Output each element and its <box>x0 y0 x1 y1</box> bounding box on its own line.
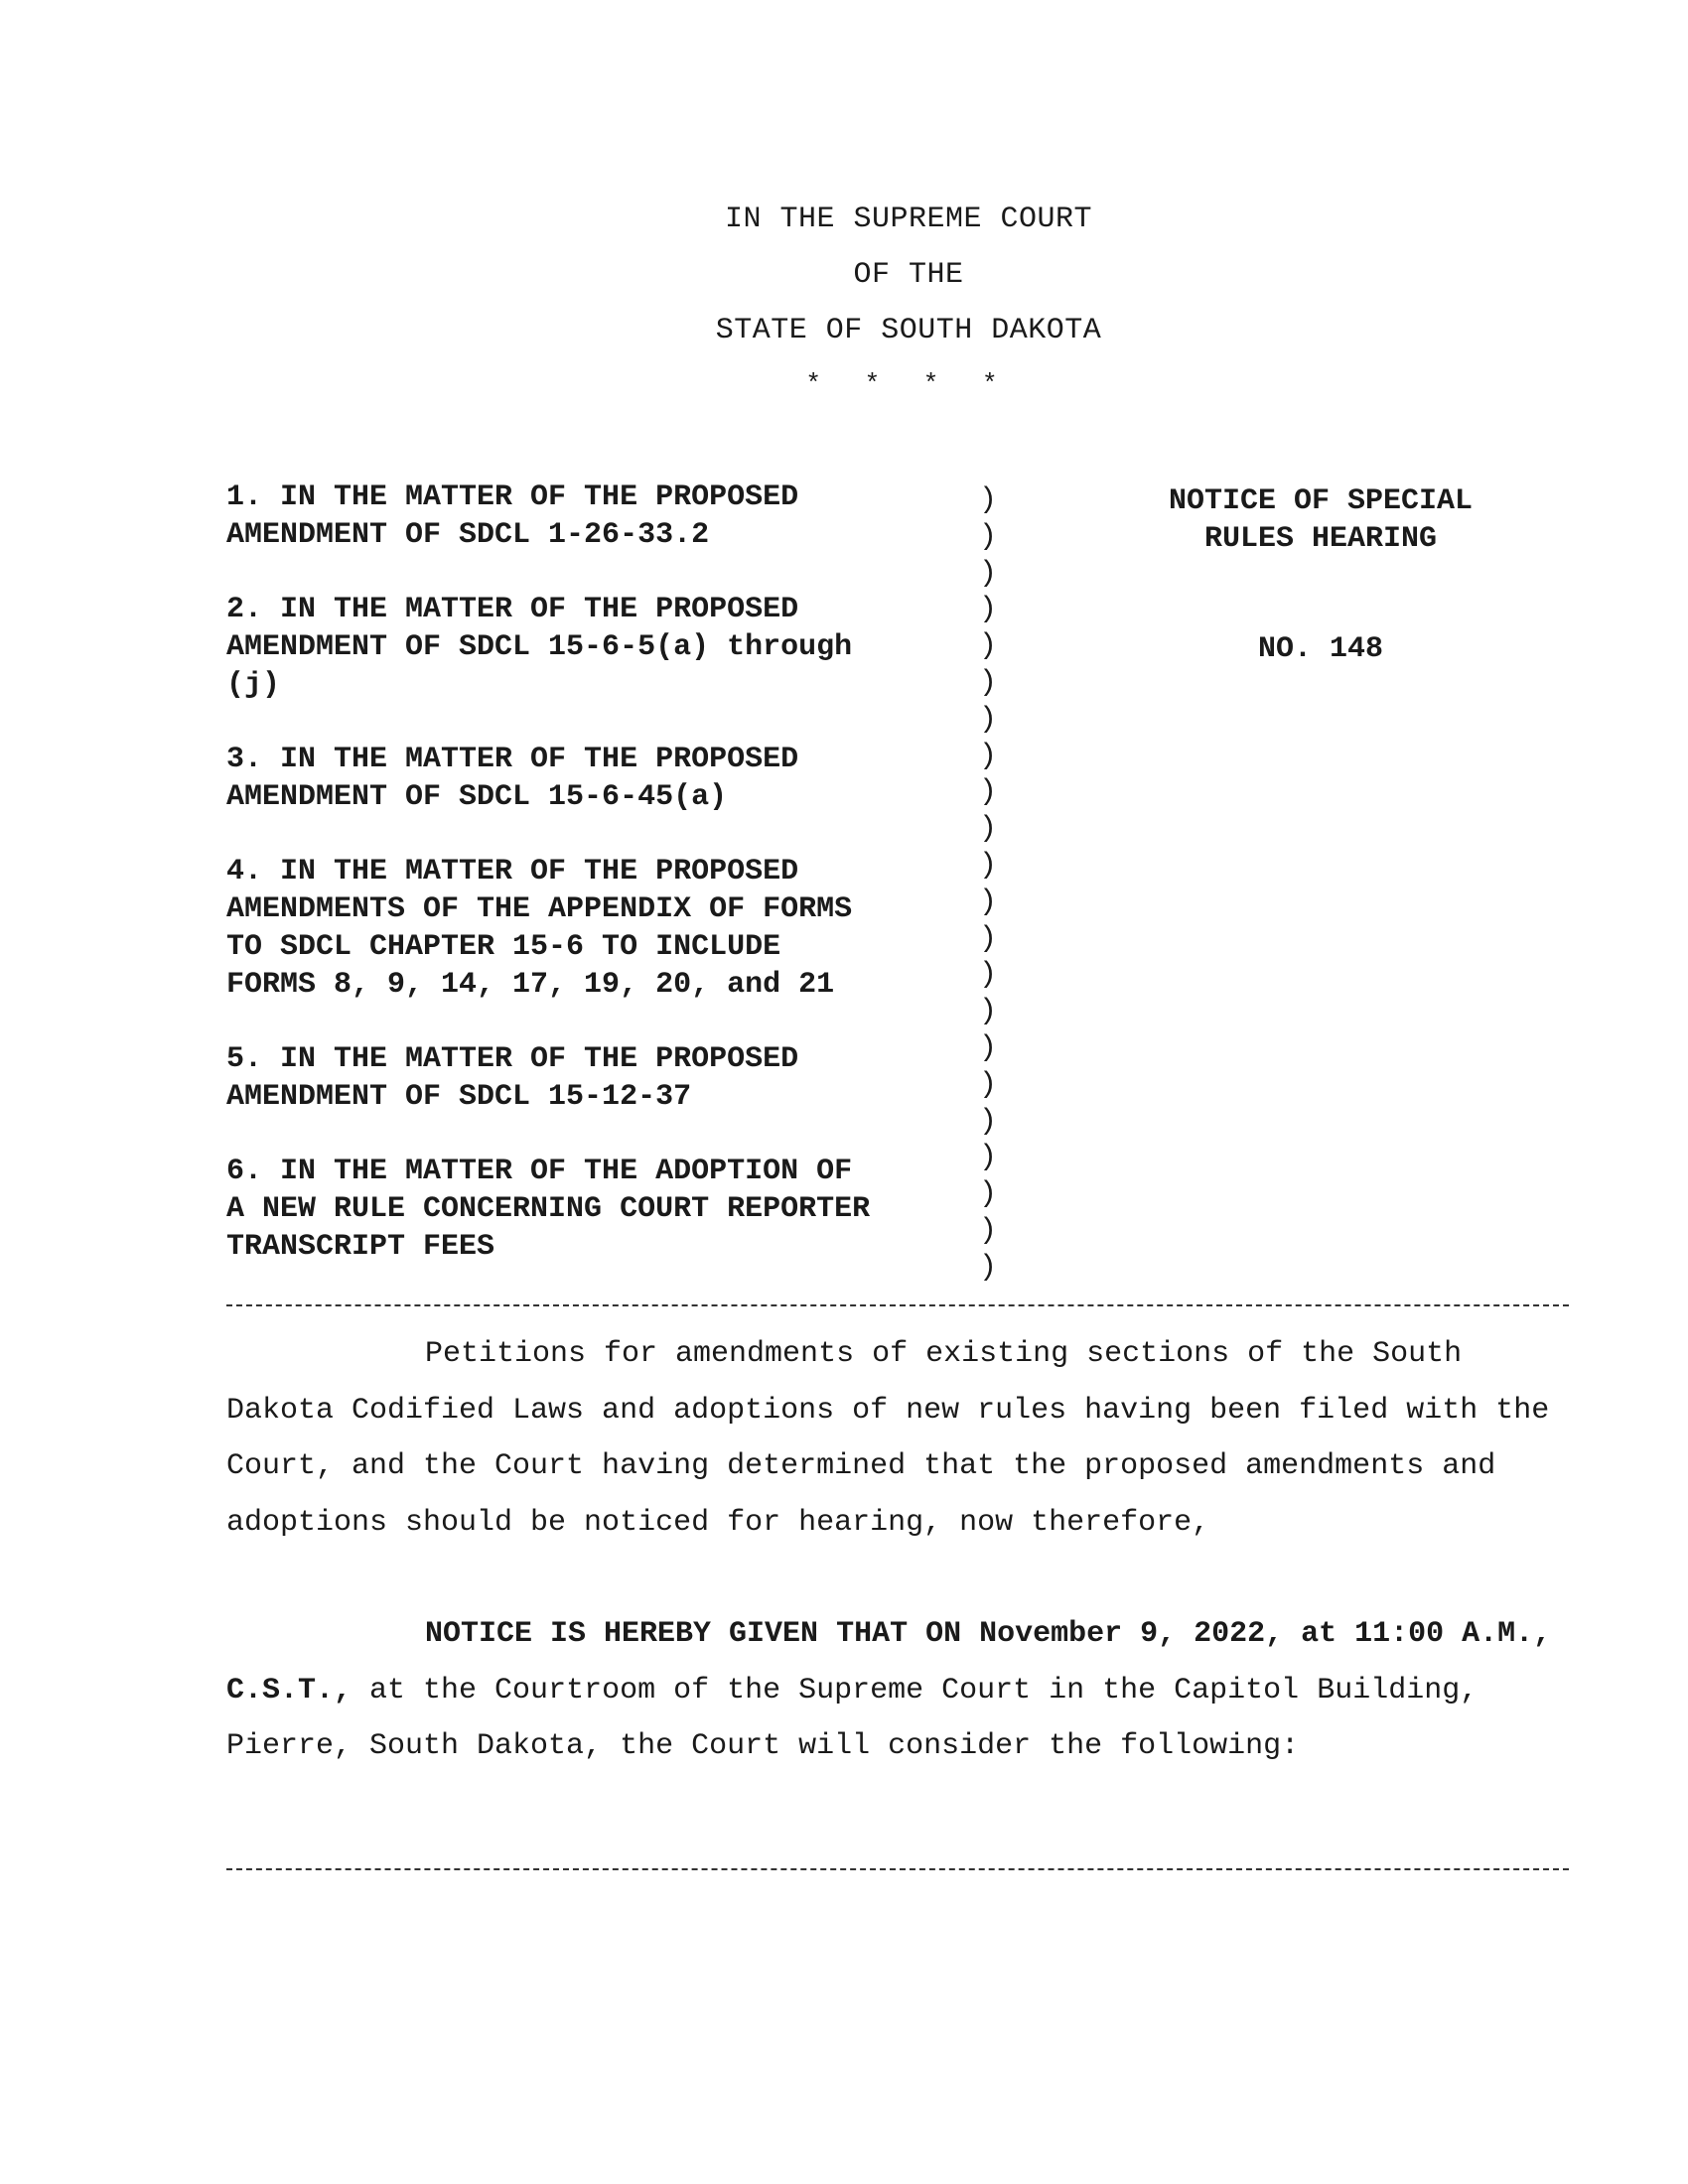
petition-text: Petitions for amendments of existing sections of the South Dakota Codified Laws and adoptions of new rules having been filed with the Court, and the Court having determined that the proposed amendments and adoptions should be noticed for hearing, now therefore, <box>226 1337 1550 1540</box>
body-divider <box>226 1868 1569 1870</box>
matter-3: 3. IN THE MATTER OF THE PROPOSED AMENDMENT OF SDCL 15-6-45(a) <box>226 743 799 814</box>
matter-6: 6. IN THE MATTER OF THE ADOPTION OF A NEW RULE CONCERNING COURT REPORTER TRANSCRIPT FEES <box>226 1155 871 1264</box>
caption-matters <box>226 478 961 1302</box>
case-number: NO. 148 <box>1257 632 1384 666</box>
notice-title-line-1: NOTICE OF SPECIAL <box>1168 484 1474 518</box>
notice-rest-text: at the Courtroom of the Supreme Court in the Capitol Building, Pierre, South Dakota, the Court will consider the following: <box>226 1673 1478 1763</box>
caption-parentheses: ) ) ) ) ) ) ) ) ) ) ) ) ) ) ) ) ) ) ) ) ) ) <box>979 483 998 1285</box>
section-stars: * * * * <box>805 369 1012 399</box>
petition-paragraph <box>226 1326 1569 1551</box>
caption-divider <box>226 1304 1569 1306</box>
matter-4: 4. IN THE MATTER OF THE PROPOSED AMENDMENTS OF THE APPENDIX OF FORMS TO SDCL CHAPTER 15-6 TO INCLUDE FORMS 8, 9, 14, 17, 19, 20, and 21 <box>226 855 853 1002</box>
notice-caption <box>1112 482 1529 668</box>
notice-bold-text: NOTICE IS HEREBY GIVEN THAT ON November 9, 2022, at 11:00 A.M., C.S.T., <box>226 1617 1552 1707</box>
matter-1: 1. IN THE MATTER OF THE PROPOSED AMENDMENT OF SDCL 1-26-33.2 <box>226 480 799 552</box>
notice-title-line-2: RULES HEARING <box>1203 522 1438 556</box>
court-name-line-1: IN THE SUPREME COURT <box>724 203 1093 236</box>
court-name-line-2: OF THE <box>853 258 964 292</box>
court-name-line-3: STATE OF SOUTH DAKOTA <box>715 314 1102 347</box>
matter-5: 5. IN THE MATTER OF THE PROPOSED AMENDMENT OF SDCL 15-12-37 <box>226 1042 799 1114</box>
matter-2: 2. IN THE MATTER OF THE PROPOSED AMENDMENT OF SDCL 15-6-5(a) through (j) <box>226 593 853 702</box>
notice-paragraph <box>226 1606 1569 1775</box>
